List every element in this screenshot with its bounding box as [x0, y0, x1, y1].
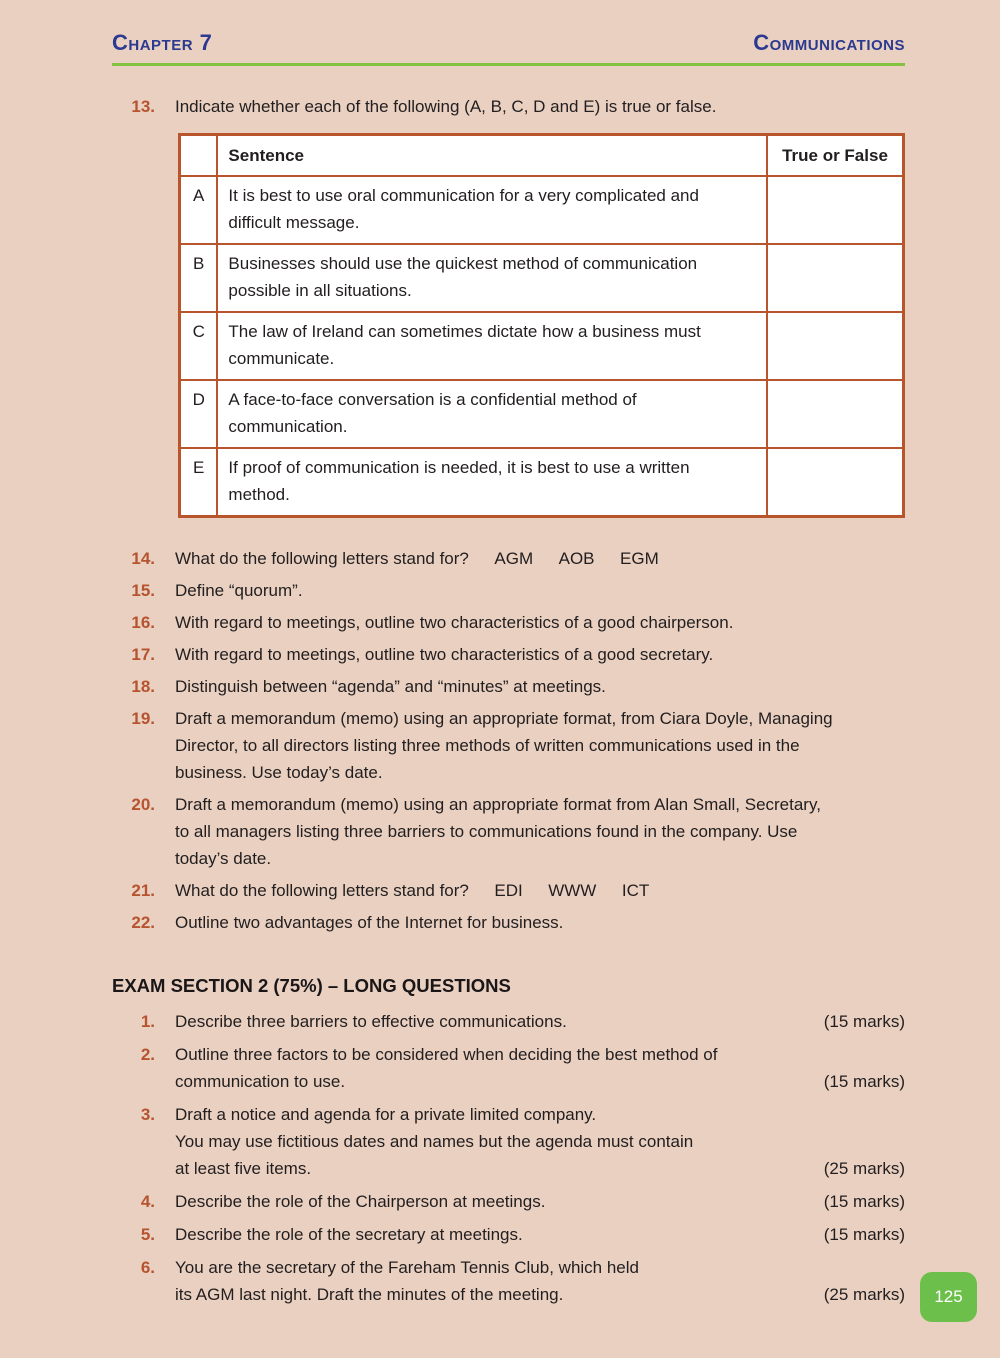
row-answer-cell: [767, 312, 904, 380]
question-number: 15.: [131, 581, 155, 600]
question-text: its AGM last night. Draft the minutes of the meeting.: [175, 1285, 564, 1304]
question-14: [112, 545, 905, 572]
question-text: Describe three barriers to effective communications.: [175, 1012, 567, 1031]
long-question-4: [112, 1188, 905, 1215]
question-19: [112, 705, 905, 786]
marks-label: (15 marks): [823, 1225, 905, 1244]
question-number: 6.: [140, 1258, 155, 1277]
question-number: 5.: [140, 1225, 155, 1244]
table-header-blank: [180, 135, 218, 177]
question-text: Director, to all directors listing three methods of written communications used in the: [175, 736, 800, 755]
question-20: [112, 791, 905, 872]
true-false-table: [178, 133, 905, 518]
question-text: What do the following letters stand for? AGM AOB EGM: [175, 549, 659, 568]
row-sentence: It is best to use oral communication for a very complicated and difficult message.: [217, 176, 767, 244]
exam-section-heading: EXAM SECTION 2 (75%) – LONG QUESTIONS: [112, 975, 511, 996]
question-number: 16.: [131, 613, 155, 632]
question-text: business. Use today’s date.: [175, 763, 383, 782]
question-18: [112, 673, 905, 700]
question-number: 22.: [131, 913, 155, 932]
question-15: [112, 577, 905, 604]
row-sentence: The law of Ireland can sometimes dictate how a business must communicate.: [217, 312, 767, 380]
question-text: Draft a memorandum (memo) using an appropriate format from Alan Small, Secretary,: [175, 795, 821, 814]
page-header: [112, 30, 905, 66]
question-number: 17.: [131, 645, 155, 664]
question-text: at least five items.: [175, 1159, 312, 1178]
long-question-5: [112, 1221, 905, 1248]
question-number: 21.: [131, 881, 155, 900]
question-21: [112, 877, 905, 904]
question-text: You may use fictitious dates and names but the agenda must contain: [175, 1132, 694, 1151]
question-text: Distinguish between “agenda” and “minutes” at meetings.: [175, 677, 606, 696]
table-header-row: [180, 135, 904, 177]
question-text: Indicate whether each of the following (A, B, C, D and E) is true or false.: [175, 97, 717, 116]
table-row: [180, 176, 904, 244]
row-answer-cell: [767, 448, 904, 517]
question-22: [112, 909, 905, 936]
question-number: 4.: [140, 1192, 155, 1211]
question-number: 3.: [140, 1105, 155, 1124]
subject-title: Communications: [753, 30, 905, 55]
row-sentence: Businesses should use the quickest method of communication possible in all situations.: [217, 244, 767, 312]
row-answer-cell: [767, 380, 904, 448]
question-text: Outline two advantages of the Internet for business.: [175, 913, 564, 932]
marks-label: (25 marks): [823, 1285, 905, 1304]
page-number-badge: 125: [920, 1272, 977, 1322]
marks-label: (15 marks): [823, 1012, 905, 1031]
long-question-1: [112, 1008, 905, 1035]
long-questions-list: [112, 1008, 905, 1308]
question-text: Outline three factors to be considered when deciding the best method of: [175, 1045, 718, 1064]
marks-label: (15 marks): [823, 1072, 905, 1091]
question-text: today’s date.: [175, 849, 272, 868]
question-text: With regard to meetings, outline two characteristics of a good chairperson.: [175, 613, 734, 632]
question-number: 19.: [131, 709, 155, 728]
question-16: [112, 609, 905, 636]
question-13: [112, 93, 905, 120]
marks-label: (25 marks): [823, 1159, 905, 1178]
question-17: [112, 641, 905, 668]
question-text: Draft a notice and agenda for a private limited company.: [175, 1105, 597, 1124]
question-text: You are the secretary of the Fareham Tennis Club, which held: [175, 1258, 639, 1277]
question-text: Define “quorum”.: [175, 581, 303, 600]
question-text: With regard to meetings, outline two characteristics of a good secretary.: [175, 645, 714, 664]
table-row: [180, 380, 904, 448]
question-text: communication to use.: [175, 1072, 346, 1091]
row-sentence: If proof of communication is needed, it is best to use a written method.: [217, 448, 767, 517]
marks-label: (15 marks): [823, 1192, 905, 1211]
question-number: 20.: [131, 795, 155, 814]
row-letter: A: [180, 176, 218, 244]
question-number: 1.: [140, 1012, 155, 1031]
table-row: [180, 448, 904, 517]
question-number: 13.: [131, 97, 155, 116]
row-letter: D: [180, 380, 218, 448]
table-row: [180, 244, 904, 312]
short-questions-list: [112, 545, 905, 936]
row-answer-cell: [767, 244, 904, 312]
long-question-3: [112, 1101, 905, 1182]
question-text: What do the following letters stand for? EDI WWW ICT: [175, 881, 650, 900]
question-text: Describe the role of the secretary at meetings.: [175, 1225, 523, 1244]
row-answer-cell: [767, 176, 904, 244]
chapter-title: Chapter 7: [112, 30, 213, 55]
row-letter: C: [180, 312, 218, 380]
question-number: 18.: [131, 677, 155, 696]
table-header-true-false: True or False: [767, 135, 904, 177]
question-text: Describe the role of the Chairperson at meetings.: [175, 1192, 546, 1211]
question-number: 2.: [140, 1045, 155, 1064]
row-letter: E: [180, 448, 218, 517]
header-rule: [112, 63, 905, 66]
row-letter: B: [180, 244, 218, 312]
table-row: [180, 312, 904, 380]
question-number: 14.: [131, 549, 155, 568]
question-text: Draft a memorandum (memo) using an appropriate format, from Ciara Doyle, Managing: [175, 709, 833, 728]
table-header-sentence: Sentence: [217, 135, 767, 177]
long-question-2: [112, 1041, 905, 1095]
long-question-6: [112, 1254, 905, 1308]
question-text: to all managers listing three barriers to communications found in the company. Use: [175, 822, 798, 841]
row-sentence: A face-to-face conversation is a confidential method of communication.: [217, 380, 767, 448]
